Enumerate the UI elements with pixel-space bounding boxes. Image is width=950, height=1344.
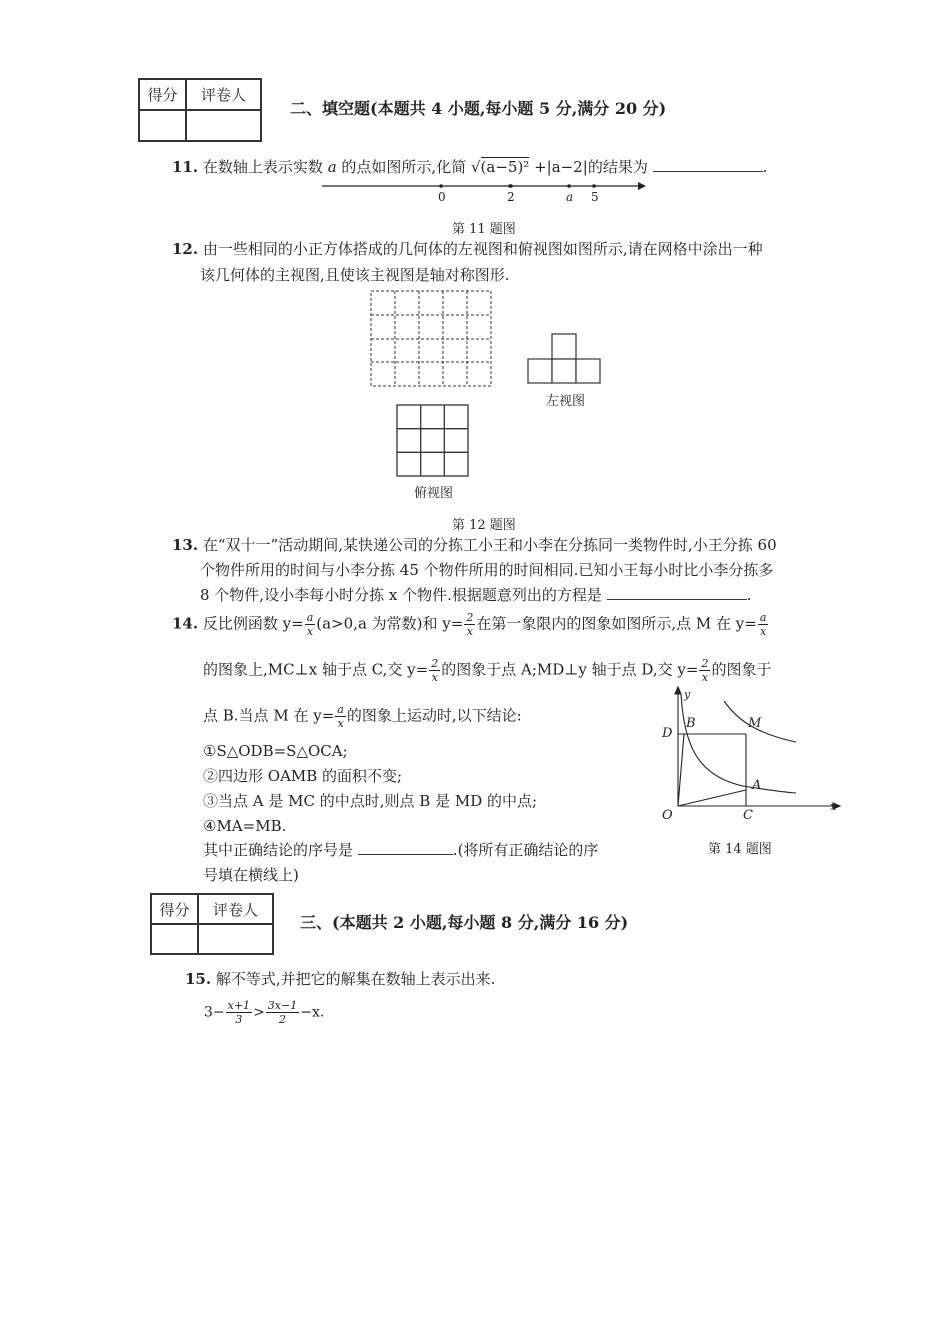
q14-answer-line xyxy=(203,841,598,859)
segment-OB xyxy=(678,734,684,806)
q14-l1-b: (a>0,a 为常数)和 y= xyxy=(316,614,464,633)
q11-tick-0: 0 xyxy=(438,190,446,204)
q13-number: 13. xyxy=(172,536,199,554)
q14-l2-b: 的图象于点 A;MD⊥y 轴于点 D,交 y= xyxy=(441,660,699,679)
q13-line3-text: 8 个物件,设小李每小时分拣 x 个物件.根据题意列出的方程是 xyxy=(200,586,602,604)
frac-2-over-x xyxy=(429,658,440,683)
q11-caption: 第 11 题图 xyxy=(452,222,516,237)
grader-label: 评卷人 xyxy=(186,79,261,110)
q11-sqrt: √(a−5)² xyxy=(470,158,530,176)
q11-text-b: 的点如图所示,化简 xyxy=(341,158,467,176)
q12-top-view xyxy=(396,404,470,478)
frac-num: x+1 xyxy=(227,999,251,1012)
graph-label-D: D xyxy=(662,726,673,741)
q14-conclusion-4: ④MA=MB. xyxy=(203,817,287,835)
q14-l3-b: 的图象上运动时,以下结论: xyxy=(346,706,522,725)
frac-num: 2 xyxy=(431,657,439,670)
frac-a-over-x xyxy=(335,704,346,729)
q14-ans-text2: .(将所有正确结论的序 xyxy=(452,841,599,859)
score-box-section3 xyxy=(150,893,274,955)
q11-text-a: 在数轴上表示实数 xyxy=(202,158,323,176)
graph-label-C: C xyxy=(743,808,753,823)
q13-line2: 个物件所用的时间与小李分拣 45 个物件所用的时间相同.已知小王每小时比小李分拣多 xyxy=(200,561,774,579)
q14-line3 xyxy=(203,704,522,729)
q11-text xyxy=(172,158,767,176)
frac-x-plus-1-over-3 xyxy=(226,1000,252,1025)
q12-left-view xyxy=(527,333,603,385)
q14-l2-a: 的图象上,MC⊥x 轴于点 C,交 y= xyxy=(203,660,429,679)
frac-num: a xyxy=(337,703,344,716)
grader-cell[interactable] xyxy=(186,110,261,141)
frac-den: x xyxy=(759,625,767,638)
q13-answer-blank[interactable] xyxy=(607,599,747,600)
segment-OA xyxy=(678,790,746,806)
frac-3x-minus-1-over-2 xyxy=(266,1000,299,1025)
q11-tick-5: 5 xyxy=(591,190,599,204)
section3-heading: 三、(本题共 2 小题,每小题 8 分,满分 16 分) xyxy=(300,913,629,932)
frac-den: x xyxy=(701,671,709,684)
q14-l2-c: 的图象于 xyxy=(711,660,772,679)
score-label: 得分 xyxy=(139,79,186,110)
q11-answer-blank[interactable] xyxy=(653,171,763,172)
q11-end: . xyxy=(762,158,768,176)
q12-answer-grid[interactable] xyxy=(370,290,494,388)
q12-top-view-label: 俯视图 xyxy=(414,486,454,501)
section2-heading: 二、填空题(本题共 4 小题,每小题 5 分,满分 20 分) xyxy=(290,99,667,118)
graph-label-x: x xyxy=(830,800,837,813)
q14-ans-text: 其中正确结论的序号是 xyxy=(203,841,354,859)
frac-den: 3 xyxy=(235,1013,243,1026)
grader-cell[interactable] xyxy=(198,924,273,954)
frac-den: x xyxy=(466,625,473,638)
q13-line3 xyxy=(200,586,751,604)
graph-label-A: A xyxy=(752,778,762,793)
curve-2-over-x xyxy=(681,694,796,793)
q14-conclusion-3: ③当点 A 是 MC 的中点时,则点 B 是 MD 的中点; xyxy=(203,792,538,810)
graph-label-y: y xyxy=(684,688,691,701)
graph-label-O: O xyxy=(662,808,673,823)
score-box-section2 xyxy=(138,78,262,142)
q11-number-line xyxy=(320,178,650,208)
q14-number: 14. xyxy=(172,614,199,633)
q12-line2: 该几何体的主视图,且使该主视图是轴对称图形. xyxy=(200,266,510,284)
q14-line1 xyxy=(172,612,769,637)
q12-left-view-label: 左视图 xyxy=(546,394,586,409)
frac-a-over-x xyxy=(758,612,769,637)
q11-sqrt-expr: (a−5)² xyxy=(480,158,530,176)
ineq-gt: > xyxy=(253,1004,265,1021)
q11-tick-2: 2 xyxy=(507,190,515,204)
frac-num: 3x−1 xyxy=(267,999,298,1012)
q14-answer-blank[interactable] xyxy=(358,854,453,855)
grader-label: 评卷人 xyxy=(198,894,273,924)
q14-l3-a: 点 B.当点 M 在 y= xyxy=(203,706,335,725)
frac-den: 2 xyxy=(279,1013,286,1026)
q15-text-body: 解不等式,并把它的解集在数轴上表示出来. xyxy=(215,970,496,988)
graph-label-B: B xyxy=(686,716,696,731)
frac-den: x xyxy=(431,671,438,684)
q11-var: a xyxy=(327,158,337,176)
q11-number: 11. xyxy=(172,158,199,176)
q14-l1-a: 反比例函数 y= xyxy=(202,614,304,633)
frac-a-over-x xyxy=(305,612,316,637)
frac-num: a xyxy=(306,611,314,624)
q14-conclusion-2: ②四边形 OAMB 的面积不变; xyxy=(203,767,403,785)
q14-conclusion-1: ①S△ODB=S△OCA; xyxy=(203,742,348,760)
q14-line2 xyxy=(203,658,771,683)
frac-2-over-x xyxy=(464,612,475,637)
q13-line1 xyxy=(172,536,777,554)
q15-number: 15. xyxy=(185,970,212,988)
frac-2-over-x xyxy=(699,658,710,683)
q15-inequality xyxy=(204,1000,324,1025)
frac-den: x xyxy=(306,625,314,638)
q11-tick-a: a xyxy=(566,190,574,204)
q12-line1-text: 由一些相同的小正方体搭成的几何体的左视图和俯视图如图所示,请在网格中涂出一种 xyxy=(202,240,763,258)
frac-den: x xyxy=(337,717,344,730)
score-cell[interactable] xyxy=(151,924,198,954)
ineq-lead: 3− xyxy=(204,1004,225,1021)
graph-label-M: M xyxy=(748,716,762,731)
q14-caption: 第 14 题图 xyxy=(708,842,772,857)
frac-num: 2 xyxy=(466,611,474,624)
ineq-tail: −x. xyxy=(300,1004,325,1021)
q14-l1-c: 在第一象限内的图象如图所示,点 M 在 y= xyxy=(476,614,757,633)
q13-line1-text: 在“双十一”活动期间,某快递公司的分拣工小王和小李在分拣同一类物件时,小王分拣 60 xyxy=(202,536,777,554)
frac-num: a xyxy=(759,611,767,624)
q15-text xyxy=(185,970,495,988)
q13-end: . xyxy=(746,586,752,604)
score-cell[interactable] xyxy=(139,110,186,141)
q12-line1 xyxy=(172,240,763,258)
score-label: 得分 xyxy=(151,894,198,924)
q12-number: 12. xyxy=(172,240,199,258)
q14-answer-line2: 号填在横线上) xyxy=(203,866,299,884)
q12-caption: 第 12 题图 xyxy=(452,518,516,533)
frac-num: 2 xyxy=(701,657,709,670)
q11-text-c: +|a−2|的结果为 xyxy=(534,158,648,176)
